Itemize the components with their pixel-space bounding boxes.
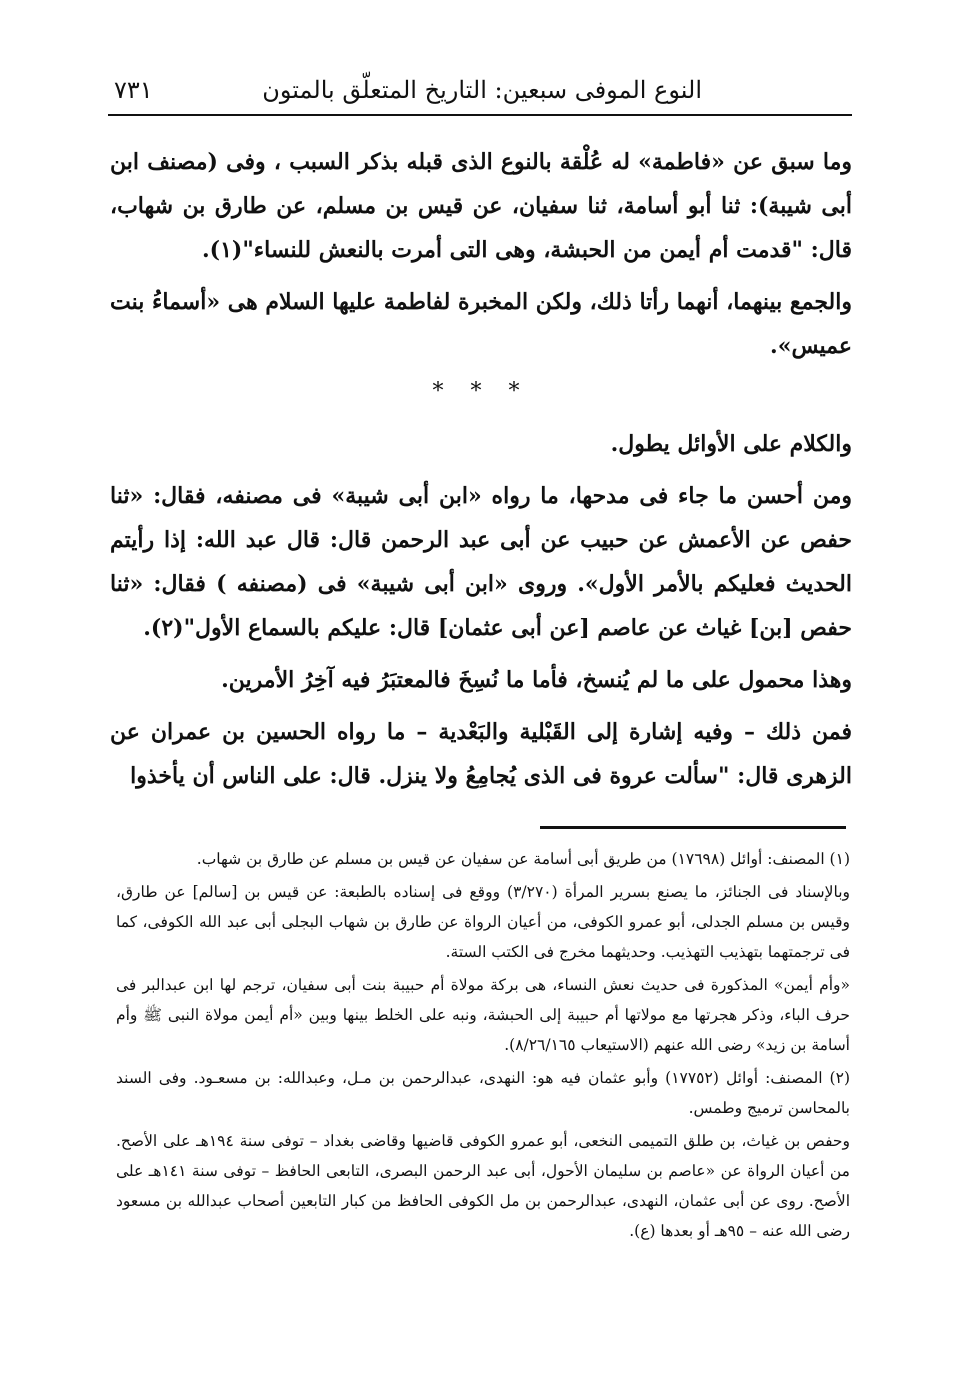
paragraph-3: والكلام على الأوائل يطول. (610, 431, 852, 457)
paragraph-1: وما سبق عن «فاطمة» له عُلْقة بالنوع الذى قبله بذكر السبب ، وفى (مصنف ابن أبى شيبة): ثنا أبو أسامة، ثنا سفيان، عن قيس بن مسلم، عن طارق بن شهاب، قال: "قدمت أم أيمن من الحبشة، وهى التى أمرت بالنعش للنساء"(١). (110, 149, 852, 263)
paragraph-5: وهذا محمول على ما لم يُنسخ، فأما ما نُسِخَ فالمعتبَرُ فيه آخِرُ الأمرين. (221, 667, 852, 693)
footnote-2: (٢) المصنف: أوائل (١٧٧٥٢) وأبو عثمان فيه هو: النهدى، عبدالرحمن بن مـل، وعبدالله: بن مسعـود. وفى السند بالمحاسن ترميج وطمس. (116, 1069, 850, 1117)
header-title: النوع الموفى سبعين: التاريخ المتعلّق بالمتون (262, 76, 702, 104)
footnote-1-continuation: وبالإسناد فى الجنائز، ما يصنع بسرير المرأة (٣/٢٧٠) ووقع فى إسناده بالطبعة: عن قيس بن [سالم] عن طارق، وقيس بن مسلم الجدلى، أبو عمرو الكوفى، من أعيان الرواة عن طارق بن شهاب البجلى أبى عبد الله الكوفى، كما فى ترجمتهما بتهذيب التهذيب. وحديثهما مخرج فى الكتب الستة. (116, 883, 851, 961)
section-separator: * * * (432, 379, 530, 404)
paragraph-6: فمن ذلك – وفيه إشارة إلى القَبْلية والبَعْدية – ما رواه الحسين بن عمران عن الزهرى قال: "سألت عروة فى الذى يُجامِعُ ولا ينزل. قال: على الناس أن يأخذوا (110, 719, 852, 789)
paragraph-4: ومن أحسن ما جاء فى مدحها، ما رواه «ابن أبى شيبة» فى مصنفه، فقال: «ثنا حفص عن الأعمش عن حبيب عن أبى عبد الرحمن قال: قال عبد الله: إذا رأيتم الحديث فعليكم بالأمر الأول». وروى «ابن أبى شيبة» فى (مصنفه ) فقال: «ثنا حفص [بن] غياث عن عاصم [عن أبى عثمان] قال: عليكم بالسماع الأول"(٢). (110, 483, 852, 641)
header-rule (108, 114, 852, 116)
footnote-1: (١) المصنف: أوائل (١٧٦٩٨) من طريق أبى أسامة عن سفيان عن قيس بن مسلم عن طارق بن شهاب. (196, 850, 850, 868)
running-header (108, 68, 852, 120)
footnote-rule (540, 826, 846, 829)
footnotes (116, 844, 850, 1249)
paragraph-2: والجمع بينهما، أنهما رأتا ذلك، ولكن المخبرة لفاطمة عليها السلام هى «أسماءُ بنت عميس». (110, 289, 852, 359)
footnote-2-continuation: وحفص بن غياث، بن طلق التميمى النخعى، أبو عمرو الكوفى قاضيها وقاضى بغداد – توفى سنة ١٩٤هـ على الأصح. من أعيان الرواة عن «عاصم بن سليمان الأحول، أبى عبد الرحمن البصرى، التابعى الحافظ – توفى سنة ١٤١هـ على الأصح. روى عن أبى عثمان، النهدى، عبدالرحمن بن مل الكوفى الحافظ من كبار التابعين أصحاب عبدالله بن مسعود رضى الله عنه – ٩٥هـ أو بعدها (ع). (116, 1132, 850, 1240)
footnote-1-note: «وأم أيمن» المذكورة فى حديث نعش النساء، هى بركة مولاة أم حبيبة بنت أبى سفيان، ترجم لها ابن عبدالبر فى حرف الباء، وذكر هجرتها مع مولاتها أم حبيبة إلى الحبشة، ونبه على الخلط بينها وبين «أم أيمن مولاة النبى ﷺ وأم أسامة بن زيد» رضى الله عنهم (الاستيعاب ٨/٢٦/١٦٥). (116, 976, 850, 1054)
main-text (110, 140, 852, 798)
page-number: ٧٣١ (114, 76, 153, 104)
